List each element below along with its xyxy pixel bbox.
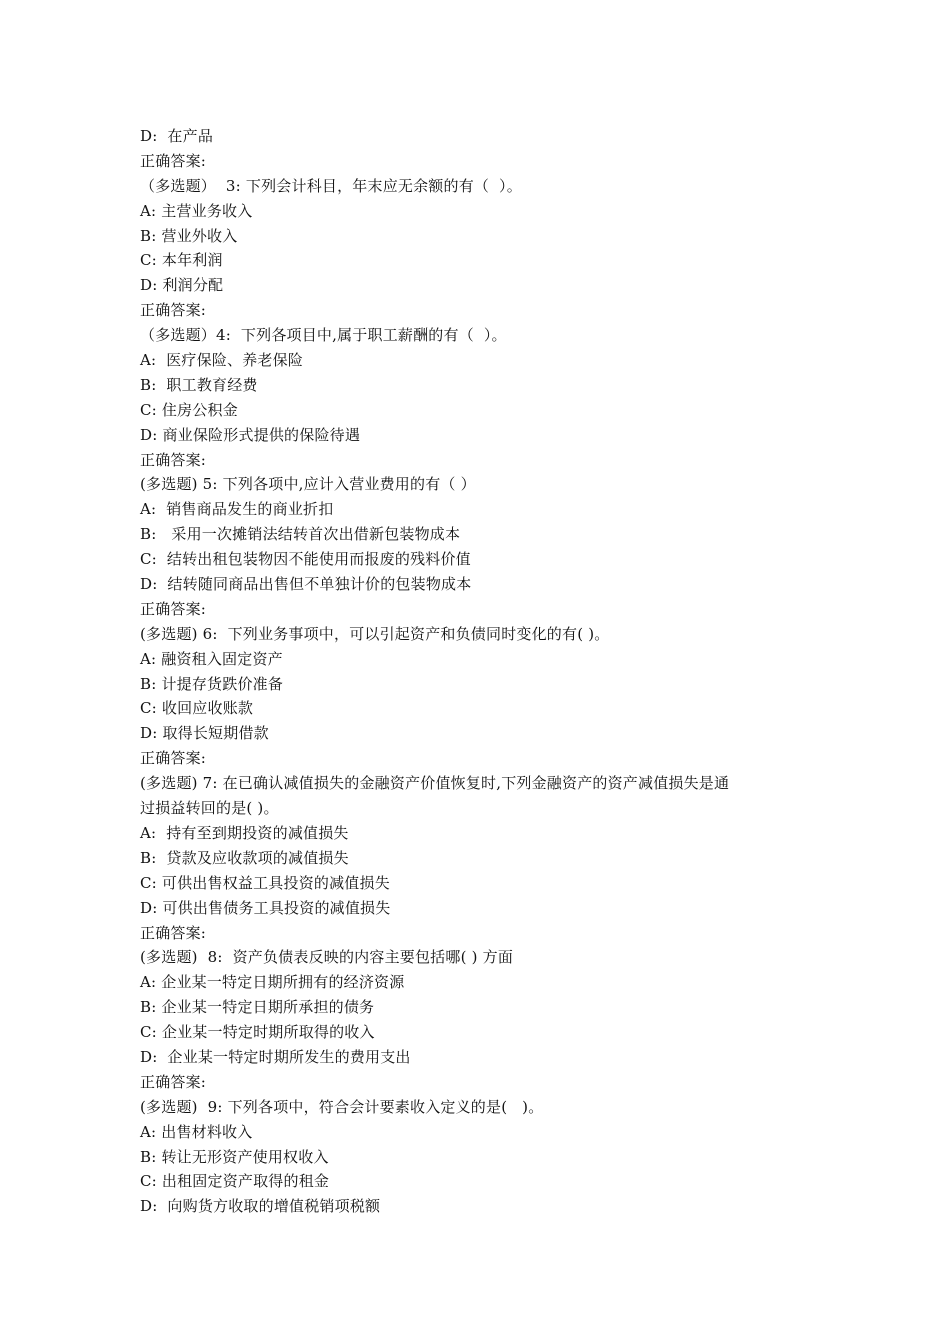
option-a: A: 持有至到期投资的减值损失 (140, 823, 349, 842)
option-c: C: 结转出租包装物因不能使用而报废的残料价值 (140, 550, 471, 569)
question-9: (多选题) 9: 下列各项中，符合会计要素收入定义的是( )。 (140, 1097, 544, 1116)
option-b: B: 企业某一特定日期所承担的债务 (140, 998, 375, 1017)
question-6: (多选题) 6: 下列业务事项中，可以引起资产和负债同时变化的有( )。 (140, 624, 610, 643)
option-b: B: 贷款及应收款项的减值损失 (140, 848, 349, 867)
answer-label: 正确答案: (140, 151, 207, 170)
option-c: C: 本年利润 (140, 251, 223, 270)
question-4: （多选题）4: 下列各项目中,属于职工薪酬的有（ ）。 (140, 326, 507, 345)
option-b: B: 职工教育经费 (140, 375, 258, 394)
option-d: D: 可供出售债务工具投资的减值损失 (140, 898, 391, 917)
option-a: A: 销售商品发生的商业折扣 (140, 500, 334, 519)
option-a: A: 企业某一特定日期所拥有的经济资源 (140, 973, 405, 992)
question-3: （多选题） 3: 下列会计科目，年末应无余额的有（ ）。 (140, 176, 522, 195)
option-d: D: 利润分配 (140, 276, 224, 295)
option-d: D: 商业保险形式提供的保险待遇 (140, 425, 361, 444)
question-7: (多选题) 7: 在已确认减值损失的金融资产价值恢复时,下列金融资产的资产减值损失是通 (140, 774, 730, 793)
option-c: C: 收回应收账款 (140, 699, 254, 718)
answer-label: 正确答案: (140, 923, 207, 942)
answer-label: 正确答案: (140, 749, 207, 768)
answer-label: 正确答案: (140, 450, 207, 469)
option-a: A: 主营业务收入 (140, 201, 253, 220)
option-d: D: 企业某一特定时期所发生的费用支出 (140, 1047, 411, 1066)
answer-label: 正确答案: (140, 1072, 207, 1091)
option-d: D: 在产品 (140, 127, 214, 145)
option-b: B: 采用一次摊销法结转首次出借新包装物成本 (140, 525, 461, 544)
option-d: D: 向购货方收取的增值税销项税额 (140, 1197, 381, 1216)
option-b: B: 转让无形资产使用权收入 (140, 1147, 329, 1166)
answer-label: 正确答案: (140, 599, 207, 618)
question-5: (多选题) 5: 下列各项中,应计入营业费用的有（ ） (140, 475, 476, 494)
option-c: C: 企业某一特定时期所取得的收入 (140, 1023, 375, 1042)
option-b: B: 营业外收入 (140, 226, 238, 245)
option-a: A: 出售材料收入 (140, 1122, 253, 1141)
option-c: C: 住房公积金 (140, 400, 238, 419)
option-c: C: 出租固定资产取得的租金 (140, 1172, 330, 1191)
question-8: (多选题) 8: 资产负债表反映的内容主要包括哪( ) 方面 (140, 948, 514, 967)
question-list (140, 124, 820, 1219)
option-a: A: 融资租入固定资产 (140, 649, 283, 668)
option-d: D: 取得长短期借款 (140, 724, 269, 743)
option-c: C: 可供出售权益工具投资的减值损失 (140, 873, 390, 892)
option-b: B: 计提存货跌价准备 (140, 674, 284, 693)
option-a: A: 医疗保险、养老保险 (140, 351, 304, 370)
answer-label: 正确答案: (140, 301, 207, 320)
question-7-continued: 过损益转回的是( )。 (140, 799, 279, 818)
option-d: D: 结转随同商品出售但不单独计价的包装物成本 (140, 575, 472, 594)
